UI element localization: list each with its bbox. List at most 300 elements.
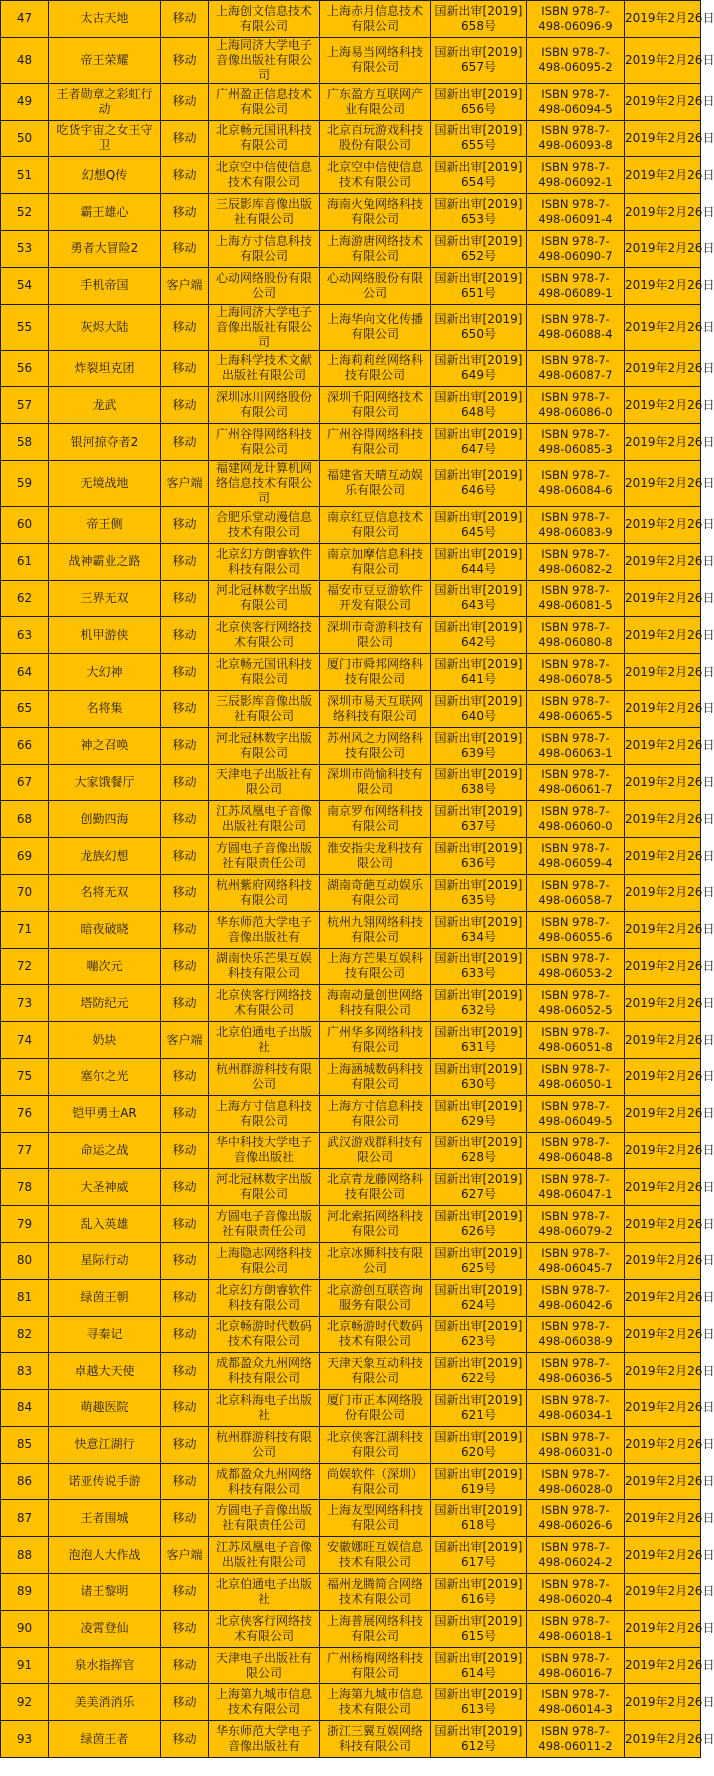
cell-game-name: 塔防纪元 <box>49 985 161 1022</box>
cell-approval-number: 国新出审[2019]628号 <box>431 1132 527 1169</box>
cell-approval-date: 2019年2月26日 <box>625 1684 701 1721</box>
cell-approval-date: 2019年2月26日 <box>625 985 701 1022</box>
cell-operator: 深圳市易天互联网络科技有限公司 <box>320 690 431 727</box>
cell-game-name: 龙族幻想 <box>49 838 161 875</box>
cell-approval-date: 2019年2月26日 <box>625 1463 701 1500</box>
table-row <box>1 911 701 948</box>
cell-publisher: 北京侠客行网络技术有限公司 <box>209 985 320 1022</box>
cell-isbn: ISBN 978-7-498-06014-3 <box>527 1684 625 1721</box>
cell-approval-date: 2019年2月26日 <box>625 1537 701 1574</box>
cell-row-number: 83 <box>1 1353 49 1390</box>
cell-game-name: 银河掠夺者2 <box>49 424 161 461</box>
table-row <box>1 1058 701 1095</box>
cell-isbn: ISBN 978-7-498-06079-2 <box>527 1206 625 1243</box>
cell-approval-number: 国新出审[2019]651号 <box>431 267 527 304</box>
cell-operator: 上海游唐网络技术有限公司 <box>320 230 431 267</box>
cell-approval-date: 2019年2月26日 <box>625 304 701 350</box>
cell-publisher: 天津电子出版社有限公司 <box>209 764 320 801</box>
cell-row-number: 69 <box>1 838 49 875</box>
table-row <box>1 37 701 83</box>
cell-operator: 上海第九城市信息技术有限公司 <box>320 1684 431 1721</box>
cell-isbn: ISBN 978-7-498-06083-9 <box>527 506 625 543</box>
cell-publisher: 湖南快乐芒果互娱科技有限公司 <box>209 948 320 985</box>
table-row <box>1 948 701 985</box>
cell-game-name: 嘣次元 <box>49 948 161 985</box>
cell-platform: 移动 <box>161 1647 209 1684</box>
cell-publisher: 北京空中信使信息技术有限公司 <box>209 157 320 194</box>
cell-platform: 移动 <box>161 543 209 580</box>
cell-publisher: 广州盈正信息技术有限公司 <box>209 83 320 120</box>
cell-game-name: 王者勋章之彩虹行动 <box>49 83 161 120</box>
table-row <box>1 1390 701 1427</box>
table-row <box>1 838 701 875</box>
cell-approval-date: 2019年2月26日 <box>625 83 701 120</box>
cell-approval-number: 国新出审[2019]626号 <box>431 1206 527 1243</box>
cell-row-number: 63 <box>1 617 49 654</box>
cell-publisher: 江苏凤凰电子音像出版社有限公司 <box>209 1537 320 1574</box>
cell-operator: 杭州九翎网络科技有限公司 <box>320 911 431 948</box>
table-row <box>1 267 701 304</box>
cell-approval-date: 2019年2月26日 <box>625 1316 701 1353</box>
cell-approval-date: 2019年2月26日 <box>625 37 701 83</box>
cell-isbn: ISBN 978-7-498-06051-8 <box>527 1022 625 1059</box>
table-row <box>1 1095 701 1132</box>
cell-publisher: 上海同济大学电子音像出版社有限公司 <box>209 304 320 350</box>
cell-operator: 厦门市正本网络股份有限公司 <box>320 1390 431 1427</box>
cell-platform: 移动 <box>161 911 209 948</box>
cell-game-name: 霸王雄心 <box>49 194 161 231</box>
cell-publisher: 上海第九城市信息技术有限公司 <box>209 1684 320 1721</box>
cell-isbn: ISBN 978-7-498-06091-4 <box>527 194 625 231</box>
cell-row-number: 92 <box>1 1684 49 1721</box>
cell-publisher: 北京伯通电子出版社 <box>209 1574 320 1611</box>
cell-operator: 南京罗布网络科技有限公司 <box>320 801 431 838</box>
cell-isbn: ISBN 978-7-498-06061-7 <box>527 764 625 801</box>
cell-row-number: 65 <box>1 690 49 727</box>
cell-platform: 移动 <box>161 801 209 838</box>
cell-game-name: 无境战地 <box>49 460 161 506</box>
cell-isbn: ISBN 978-7-498-06086-0 <box>527 387 625 424</box>
cell-game-name: 太古天地 <box>49 1 161 38</box>
table-row <box>1 985 701 1022</box>
cell-publisher: 成都盈众九州网络科技有限公司 <box>209 1463 320 1500</box>
cell-publisher: 北京幻方朗睿软件科技有限公司 <box>209 1279 320 1316</box>
cell-row-number: 77 <box>1 1132 49 1169</box>
cell-row-number: 87 <box>1 1500 49 1537</box>
cell-game-name: 绿茵王者 <box>49 1721 161 1758</box>
cell-approval-date: 2019年2月26日 <box>625 1721 701 1758</box>
cell-approval-date: 2019年2月26日 <box>625 727 701 764</box>
cell-platform: 移动 <box>161 1095 209 1132</box>
cell-isbn: ISBN 978-7-498-06065-5 <box>527 690 625 727</box>
cell-game-name: 灰烬大陆 <box>49 304 161 350</box>
cell-game-name: 三界无双 <box>49 580 161 617</box>
cell-game-name: 王者围城 <box>49 1500 161 1537</box>
cell-publisher: 北京伯通电子出版社 <box>209 1022 320 1059</box>
cell-platform: 移动 <box>161 1279 209 1316</box>
cell-operator: 北京游创互联咨询服务有限公司 <box>320 1279 431 1316</box>
table-row <box>1 304 701 350</box>
cell-platform: 移动 <box>161 506 209 543</box>
cell-platform: 移动 <box>161 83 209 120</box>
cell-isbn: ISBN 978-7-498-06034-1 <box>527 1390 625 1427</box>
cell-operator: 深圳千阳网络技术有限公司 <box>320 387 431 424</box>
table-row <box>1 1500 701 1537</box>
cell-game-name: 勇者大冒险2 <box>49 230 161 267</box>
cell-platform: 移动 <box>161 874 209 911</box>
table-row <box>1 424 701 461</box>
cell-approval-number: 国新出审[2019]657号 <box>431 37 527 83</box>
table-row <box>1 1647 701 1684</box>
cell-game-name: 乱入英雄 <box>49 1206 161 1243</box>
cell-approval-date: 2019年2月26日 <box>625 801 701 838</box>
table-row <box>1 580 701 617</box>
cell-operator: 北京青龙藤网络科技有限公司 <box>320 1169 431 1206</box>
cell-publisher: 方圆电子音像出版社有限责任公司 <box>209 838 320 875</box>
cell-isbn: ISBN 978-7-498-06028-0 <box>527 1463 625 1500</box>
table-row <box>1 194 701 231</box>
table-row <box>1 387 701 424</box>
cell-platform: 移动 <box>161 617 209 654</box>
cell-game-name: 名将集 <box>49 690 161 727</box>
cell-publisher: 上海方寸信息科技有限公司 <box>209 230 320 267</box>
cell-operator: 北京空中信使信息技术有限公司 <box>320 157 431 194</box>
table-row <box>1 1610 701 1647</box>
cell-row-number: 61 <box>1 543 49 580</box>
cell-isbn: ISBN 978-7-498-06016-7 <box>527 1647 625 1684</box>
cell-game-name: 龙武 <box>49 387 161 424</box>
cell-isbn: ISBN 978-7-498-06045-7 <box>527 1242 625 1279</box>
cell-platform: 移动 <box>161 424 209 461</box>
cell-publisher: 北京科海电子出版社 <box>209 1390 320 1427</box>
cell-operator: 上海普展网络科技有限公司 <box>320 1610 431 1647</box>
table-row <box>1 1206 701 1243</box>
cell-approval-number: 国新出审[2019]653号 <box>431 194 527 231</box>
cell-game-name: 吃货宇宙之女王守卫 <box>49 120 161 157</box>
cell-row-number: 62 <box>1 580 49 617</box>
cell-row-number: 93 <box>1 1721 49 1758</box>
cell-isbn: ISBN 978-7-498-06053-2 <box>527 948 625 985</box>
table-row <box>1 1316 701 1353</box>
cell-approval-date: 2019年2月26日 <box>625 1206 701 1243</box>
cell-publisher: 河北冠林数字出版有限公司 <box>209 580 320 617</box>
cell-publisher: 福建网龙计算机网络信息技术有限公司 <box>209 460 320 506</box>
cell-approval-date: 2019年2月26日 <box>625 387 701 424</box>
cell-operator: 广东盈方互联网产业有限公司 <box>320 83 431 120</box>
cell-row-number: 82 <box>1 1316 49 1353</box>
cell-platform: 移动 <box>161 1463 209 1500</box>
cell-platform: 移动 <box>161 304 209 350</box>
cell-approval-number: 国新出审[2019]615号 <box>431 1610 527 1647</box>
cell-game-name: 寻秦记 <box>49 1316 161 1353</box>
cell-platform: 客户端 <box>161 267 209 304</box>
cell-operator: 湖南奇葩互动娱乐有限公司 <box>320 874 431 911</box>
cell-publisher: 合肥乐堂动漫信息技术有限公司 <box>209 506 320 543</box>
cell-isbn: ISBN 978-7-498-06042-6 <box>527 1279 625 1316</box>
cell-isbn: ISBN 978-7-498-06082-2 <box>527 543 625 580</box>
table-row <box>1 1279 701 1316</box>
cell-game-name: 名将无双 <box>49 874 161 911</box>
cell-publisher: 杭州群游科技有限公司 <box>209 1426 320 1463</box>
cell-approval-date: 2019年2月26日 <box>625 460 701 506</box>
cell-approval-number: 国新出审[2019]638号 <box>431 764 527 801</box>
cell-operator: 北京冰狮科技有限公司 <box>320 1242 431 1279</box>
cell-publisher: 河北冠林数字出版有限公司 <box>209 727 320 764</box>
cell-row-number: 90 <box>1 1610 49 1647</box>
cell-game-name: 美美消消乐 <box>49 1684 161 1721</box>
cell-operator: 上海方芒果互娱科技有限公司 <box>320 948 431 985</box>
cell-operator: 浙江三翼互娱网络科技有限公司 <box>320 1721 431 1758</box>
cell-platform: 移动 <box>161 1426 209 1463</box>
cell-approval-date: 2019年2月26日 <box>625 654 701 691</box>
cell-approval-date: 2019年2月26日 <box>625 1500 701 1537</box>
cell-platform: 移动 <box>161 350 209 387</box>
cell-approval-date: 2019年2月26日 <box>625 1647 701 1684</box>
cell-publisher: 方圆电子音像出版社有限责任公司 <box>209 1206 320 1243</box>
cell-isbn: ISBN 978-7-498-06084-6 <box>527 460 625 506</box>
cell-approval-number: 国新出审[2019]647号 <box>431 424 527 461</box>
cell-publisher: 杭州紫府网络科技有限公司 <box>209 874 320 911</box>
cell-row-number: 55 <box>1 304 49 350</box>
cell-row-number: 85 <box>1 1426 49 1463</box>
cell-publisher: 心动网络股份有限公司 <box>209 267 320 304</box>
cell-operator: 上海华向文化传播有限公司 <box>320 304 431 350</box>
cell-isbn: ISBN 978-7-498-06078-5 <box>527 654 625 691</box>
cell-row-number: 76 <box>1 1095 49 1132</box>
cell-platform: 移动 <box>161 1390 209 1427</box>
cell-publisher: 华东师范大学电子音像出版社有 <box>209 911 320 948</box>
cell-publisher: 杭州群游科技有限公司 <box>209 1058 320 1095</box>
cell-approval-date: 2019年2月26日 <box>625 1610 701 1647</box>
cell-platform: 移动 <box>161 1132 209 1169</box>
cell-game-name: 诺亚传说手游 <box>49 1463 161 1500</box>
cell-isbn: ISBN 978-7-498-06055-6 <box>527 911 625 948</box>
cell-platform: 移动 <box>161 1500 209 1537</box>
cell-isbn: ISBN 978-7-498-06011-2 <box>527 1721 625 1758</box>
cell-row-number: 86 <box>1 1463 49 1500</box>
table-row <box>1 120 701 157</box>
cell-platform: 移动 <box>161 727 209 764</box>
cell-game-name: 铠甲勇士AR <box>49 1095 161 1132</box>
cell-platform: 移动 <box>161 1 209 38</box>
table-row <box>1 157 701 194</box>
cell-isbn: ISBN 978-7-498-06088-4 <box>527 304 625 350</box>
cell-operator: 上海赤月信息技术有限公司 <box>320 1 431 38</box>
cell-approval-date: 2019年2月26日 <box>625 948 701 985</box>
cell-isbn: ISBN 978-7-498-06047-1 <box>527 1169 625 1206</box>
cell-approval-number: 国新出审[2019]621号 <box>431 1390 527 1427</box>
cell-approval-date: 2019年2月26日 <box>625 838 701 875</box>
table-row <box>1 1426 701 1463</box>
cell-platform: 移动 <box>161 690 209 727</box>
cell-approval-number: 国新出审[2019]624号 <box>431 1279 527 1316</box>
cell-row-number: 59 <box>1 460 49 506</box>
cell-approval-date: 2019年2月26日 <box>625 690 701 727</box>
cell-publisher: 江苏凤凰电子音像出版社有限公司 <box>209 801 320 838</box>
cell-approval-number: 国新出审[2019]639号 <box>431 727 527 764</box>
cell-row-number: 78 <box>1 1169 49 1206</box>
cell-isbn: ISBN 978-7-498-06094-5 <box>527 83 625 120</box>
table-row <box>1 617 701 654</box>
cell-row-number: 64 <box>1 654 49 691</box>
cell-platform: 移动 <box>161 1206 209 1243</box>
cell-operator: 北京百玩游戏科技股份有限公司 <box>320 120 431 157</box>
cell-operator: 上海易当网络科技有限公司 <box>320 37 431 83</box>
cell-approval-number: 国新出审[2019]617号 <box>431 1537 527 1574</box>
cell-operator: 河北索拓网络科技有限公司 <box>320 1206 431 1243</box>
cell-approval-number: 国新出审[2019]644号 <box>431 543 527 580</box>
cell-publisher: 方圆电子音像出版社有限责任公司 <box>209 1500 320 1537</box>
cell-game-name: 奶块 <box>49 1022 161 1059</box>
cell-row-number: 57 <box>1 387 49 424</box>
cell-row-number: 88 <box>1 1537 49 1574</box>
cell-game-name: 泉水指挥官 <box>49 1647 161 1684</box>
cell-publisher: 上海方寸信息科技有限公司 <box>209 1095 320 1132</box>
cell-publisher: 北京侠客行网络技术有限公司 <box>209 617 320 654</box>
cell-row-number: 56 <box>1 350 49 387</box>
cell-approval-number: 国新出审[2019]614号 <box>431 1647 527 1684</box>
cell-game-name: 暗夜破晓 <box>49 911 161 948</box>
cell-row-number: 84 <box>1 1390 49 1427</box>
cell-isbn: ISBN 978-7-498-06018-1 <box>527 1610 625 1647</box>
cell-operator: 尚娱软件（深圳）有限公司 <box>320 1463 431 1500</box>
cell-publisher: 上海隐志网络科技有限公司 <box>209 1242 320 1279</box>
cell-platform: 移动 <box>161 1316 209 1353</box>
cell-operator: 福安市豆豆游软件开发有限公司 <box>320 580 431 617</box>
cell-platform: 移动 <box>161 1574 209 1611</box>
cell-publisher: 华东师范大学电子音像出版社有 <box>209 1721 320 1758</box>
cell-row-number: 51 <box>1 157 49 194</box>
cell-isbn: ISBN 978-7-498-06087-7 <box>527 350 625 387</box>
cell-row-number: 75 <box>1 1058 49 1095</box>
cell-platform: 移动 <box>161 985 209 1022</box>
cell-game-name: 泡泡人大作战 <box>49 1537 161 1574</box>
cell-row-number: 80 <box>1 1242 49 1279</box>
cell-publisher: 北京侠客行网络技术有限公司 <box>209 1610 320 1647</box>
table-row <box>1 1022 701 1059</box>
table-row <box>1 83 701 120</box>
cell-isbn: ISBN 978-7-498-06060-0 <box>527 801 625 838</box>
cell-game-name: 幻想Q传 <box>49 157 161 194</box>
cell-row-number: 49 <box>1 83 49 120</box>
table-row <box>1 1721 701 1758</box>
table-row <box>1 1684 701 1721</box>
cell-publisher: 北京畅元国讯科技有限公司 <box>209 654 320 691</box>
table-row <box>1 654 701 691</box>
cell-approval-date: 2019年2月26日 <box>625 1022 701 1059</box>
cell-approval-date: 2019年2月26日 <box>625 120 701 157</box>
cell-isbn: ISBN 978-7-498-06080-8 <box>527 617 625 654</box>
cell-publisher: 北京幻方朗睿软件科技有限公司 <box>209 543 320 580</box>
cell-approval-date: 2019年2月26日 <box>625 1574 701 1611</box>
cell-isbn: ISBN 978-7-498-06026-6 <box>527 1500 625 1537</box>
cell-row-number: 53 <box>1 230 49 267</box>
cell-platform: 移动 <box>161 1058 209 1095</box>
cell-operator: 天津天象互动科技有限公司 <box>320 1353 431 1390</box>
cell-row-number: 73 <box>1 985 49 1022</box>
cell-game-name: 机甲游侠 <box>49 617 161 654</box>
cell-row-number: 58 <box>1 424 49 461</box>
cell-approval-date: 2019年2月26日 <box>625 617 701 654</box>
cell-game-name: 星际行动 <box>49 1242 161 1279</box>
cell-isbn: ISBN 978-7-498-06096-9 <box>527 1 625 38</box>
cell-approval-date: 2019年2月26日 <box>625 424 701 461</box>
cell-approval-number: 国新出审[2019]620号 <box>431 1426 527 1463</box>
cell-operator: 海南火兔网络科技有限公司 <box>320 194 431 231</box>
table-row <box>1 230 701 267</box>
cell-approval-number: 国新出审[2019]645号 <box>431 506 527 543</box>
cell-approval-date: 2019年2月26日 <box>625 1058 701 1095</box>
table-row <box>1 1242 701 1279</box>
cell-isbn: ISBN 978-7-498-06059-4 <box>527 838 625 875</box>
cell-operator: 上海友型网络科技有限公司 <box>320 1500 431 1537</box>
cell-platform: 移动 <box>161 764 209 801</box>
cell-approval-date: 2019年2月26日 <box>625 267 701 304</box>
cell-operator: 福建省天晴互动娱乐有限公司 <box>320 460 431 506</box>
cell-publisher: 三辰影库音像出版社有限公司 <box>209 194 320 231</box>
cell-approval-date: 2019年2月26日 <box>625 350 701 387</box>
table-row <box>1 543 701 580</box>
table-row <box>1 1574 701 1611</box>
table-row <box>1 1132 701 1169</box>
cell-approval-number: 国新出审[2019]654号 <box>431 157 527 194</box>
cell-approval-date: 2019年2月26日 <box>625 1390 701 1427</box>
cell-isbn: ISBN 978-7-498-06031-0 <box>527 1426 625 1463</box>
cell-platform: 移动 <box>161 1610 209 1647</box>
cell-operator: 安徽娜旺互娱信息技术有限公司 <box>320 1537 431 1574</box>
cell-approval-number: 国新出审[2019]642号 <box>431 617 527 654</box>
cell-platform: 移动 <box>161 1353 209 1390</box>
table-row <box>1 350 701 387</box>
cell-approval-number: 国新出审[2019]636号 <box>431 838 527 875</box>
cell-game-name: 创勤四海 <box>49 801 161 838</box>
table-row <box>1 690 701 727</box>
cell-operator: 广州杨梅网络科技有限公司 <box>320 1647 431 1684</box>
cell-isbn: ISBN 978-7-498-06093-8 <box>527 120 625 157</box>
cell-game-name: 命运之战 <box>49 1132 161 1169</box>
cell-operator: 福州龙腾简合网络技术有限公司 <box>320 1574 431 1611</box>
cell-operator: 苏州风之力网络科技有限公司 <box>320 727 431 764</box>
cell-approval-date: 2019年2月26日 <box>625 1279 701 1316</box>
cell-approval-date: 2019年2月26日 <box>625 1242 701 1279</box>
cell-approval-number: 国新出审[2019]635号 <box>431 874 527 911</box>
cell-row-number: 81 <box>1 1279 49 1316</box>
cell-platform: 移动 <box>161 194 209 231</box>
cell-approval-number: 国新出审[2019]649号 <box>431 350 527 387</box>
cell-game-name: 帝王荣耀 <box>49 37 161 83</box>
table-row <box>1 506 701 543</box>
cell-platform: 移动 <box>161 838 209 875</box>
cell-isbn: ISBN 978-7-498-06050-1 <box>527 1058 625 1095</box>
cell-isbn: ISBN 978-7-498-06036-5 <box>527 1353 625 1390</box>
cell-approval-number: 国新出审[2019]619号 <box>431 1463 527 1500</box>
cell-row-number: 48 <box>1 37 49 83</box>
cell-approval-date: 2019年2月26日 <box>625 230 701 267</box>
cell-operator: 南京红豆信息技术有限公司 <box>320 506 431 543</box>
cell-row-number: 67 <box>1 764 49 801</box>
cell-game-name: 战神霸业之路 <box>49 543 161 580</box>
cell-game-name: 帝王侧 <box>49 506 161 543</box>
cell-game-name: 神之召唤 <box>49 727 161 764</box>
cell-platform: 移动 <box>161 157 209 194</box>
cell-platform: 移动 <box>161 948 209 985</box>
cell-approval-number: 国新出审[2019]630号 <box>431 1058 527 1095</box>
cell-approval-number: 国新出审[2019]612号 <box>431 1721 527 1758</box>
cell-approval-date: 2019年2月26日 <box>625 580 701 617</box>
table-row <box>1 1463 701 1500</box>
cell-approval-number: 国新出审[2019]655号 <box>431 120 527 157</box>
cell-game-name: 凌霄登仙 <box>49 1610 161 1647</box>
